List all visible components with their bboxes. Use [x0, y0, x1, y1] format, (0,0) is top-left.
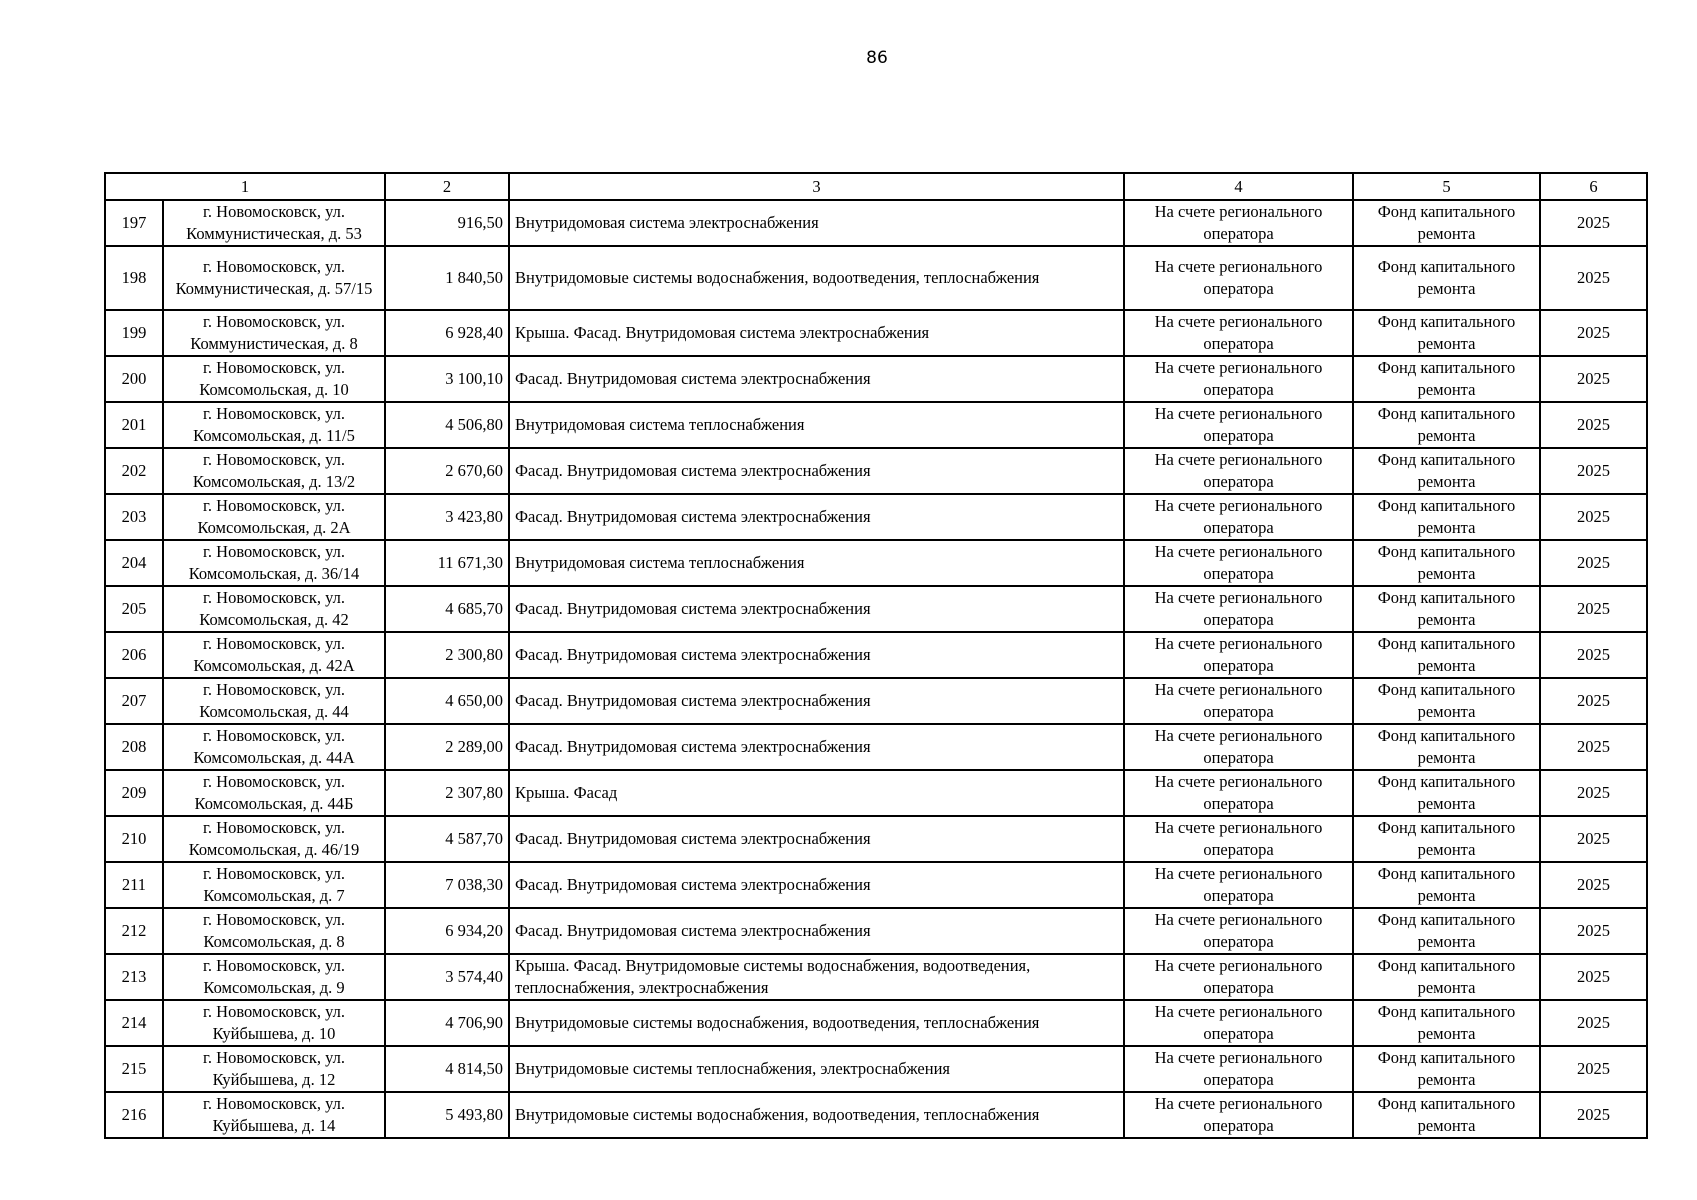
funding-source-cell: Фонд капитального ремонта — [1353, 540, 1540, 586]
capital-repair-table — [104, 172, 1648, 1139]
house-address-cell: г. Новомосковск, ул. Коммунистическая, д. 57/15 — [163, 246, 385, 310]
row-number-cell: 204 — [105, 540, 163, 586]
repair-works-cell: Фасад. Внутридомовая система электроснабжения — [509, 494, 1124, 540]
total-area-cell: 3 100,10 — [385, 356, 509, 402]
house-address-cell: г. Новомосковск, ул. Комсомольская, д. 8 — [163, 908, 385, 954]
repair-works-cell: Фасад. Внутридомовая система электроснабжения — [509, 448, 1124, 494]
house-address-cell: г. Новомосковск, ул. Куйбышева, д. 14 — [163, 1092, 385, 1138]
total-area-cell: 1 840,50 — [385, 246, 509, 310]
planned-year-cell: 2025 — [1540, 678, 1647, 724]
total-area-cell: 2 670,60 — [385, 448, 509, 494]
funding-source-cell: Фонд капитального ремонта — [1353, 908, 1540, 954]
fund-formation-method-cell: На счете регионального оператора — [1124, 310, 1353, 356]
page-number: 86 — [866, 48, 888, 68]
table-row — [105, 678, 1647, 724]
fund-formation-method-cell: На счете регионального оператора — [1124, 540, 1353, 586]
row-number-cell: 208 — [105, 724, 163, 770]
house-address-cell: г. Новомосковск, ул. Комсомольская, д. 36/14 — [163, 540, 385, 586]
house-address-cell: г. Новомосковск, ул. Комсомольская, д. 9 — [163, 954, 385, 1000]
column-number-header-row — [105, 173, 1647, 200]
funding-source-cell: Фонд капитального ремонта — [1353, 954, 1540, 1000]
planned-year-cell: 2025 — [1540, 862, 1647, 908]
total-area-cell: 4 650,00 — [385, 678, 509, 724]
fund-formation-method-cell: На счете регионального оператора — [1124, 586, 1353, 632]
funding-source-cell: Фонд капитального ремонта — [1353, 586, 1540, 632]
column-header-2: 2 — [385, 173, 509, 200]
total-area-cell: 4 706,90 — [385, 1000, 509, 1046]
fund-formation-method-cell: На счете регионального оператора — [1124, 908, 1353, 954]
repair-works-cell: Внутридомовая система теплоснабжения — [509, 540, 1124, 586]
row-number-cell: 203 — [105, 494, 163, 540]
row-number-cell: 209 — [105, 770, 163, 816]
house-address-cell: г. Новомосковск, ул. Комсомольская, д. 44 — [163, 678, 385, 724]
table-row — [105, 246, 1647, 310]
fund-formation-method-cell: На счете регионального оператора — [1124, 632, 1353, 678]
repair-works-cell: Внутридомовые системы водоснабжения, водоотведения, теплоснабжения — [509, 1092, 1124, 1138]
fund-formation-method-cell: На счете регионального оператора — [1124, 678, 1353, 724]
funding-source-cell: Фонд капитального ремонта — [1353, 448, 1540, 494]
row-number-cell: 211 — [105, 862, 163, 908]
table-row — [105, 402, 1647, 448]
table-row — [105, 356, 1647, 402]
house-address-cell: г. Новомосковск, ул. Комсомольская, д. 7 — [163, 862, 385, 908]
row-number-cell: 199 — [105, 310, 163, 356]
planned-year-cell: 2025 — [1540, 632, 1647, 678]
column-header-5: 5 — [1353, 173, 1540, 200]
repair-works-cell: Крыша. Фасад. Внутридомовая система электроснабжения — [509, 310, 1124, 356]
planned-year-cell: 2025 — [1540, 402, 1647, 448]
planned-year-cell: 2025 — [1540, 908, 1647, 954]
planned-year-cell: 2025 — [1540, 494, 1647, 540]
table-row — [105, 200, 1647, 246]
repair-works-cell: Внутридомовые системы водоснабжения, водоотведения, теплоснабжения — [509, 246, 1124, 310]
repair-works-cell: Фасад. Внутридомовая система электроснабжения — [509, 908, 1124, 954]
row-number-cell: 212 — [105, 908, 163, 954]
total-area-cell: 6 928,40 — [385, 310, 509, 356]
fund-formation-method-cell: На счете регионального оператора — [1124, 862, 1353, 908]
house-address-cell: г. Новомосковск, ул. Комсомольская, д. 13/2 — [163, 448, 385, 494]
planned-year-cell: 2025 — [1540, 540, 1647, 586]
repair-works-cell: Внутридомовые системы водоснабжения, водоотведения, теплоснабжения — [509, 1000, 1124, 1046]
table-row — [105, 954, 1647, 1000]
house-address-cell: г. Новомосковск, ул. Комсомольская, д. 11/5 — [163, 402, 385, 448]
row-number-cell: 201 — [105, 402, 163, 448]
total-area-cell: 4 587,70 — [385, 816, 509, 862]
total-area-cell: 6 934,20 — [385, 908, 509, 954]
funding-source-cell: Фонд капитального ремонта — [1353, 678, 1540, 724]
funding-source-cell: Фонд капитального ремонта — [1353, 632, 1540, 678]
total-area-cell: 916,50 — [385, 200, 509, 246]
house-address-cell: г. Новомосковск, ул. Комсомольская, д. 44Б — [163, 770, 385, 816]
fund-formation-method-cell: На счете регионального оператора — [1124, 356, 1353, 402]
row-number-cell: 200 — [105, 356, 163, 402]
row-number-cell: 197 — [105, 200, 163, 246]
total-area-cell: 4 685,70 — [385, 586, 509, 632]
planned-year-cell: 2025 — [1540, 310, 1647, 356]
fund-formation-method-cell: На счете регионального оператора — [1124, 200, 1353, 246]
planned-year-cell: 2025 — [1540, 586, 1647, 632]
table-row — [105, 724, 1647, 770]
table-row — [105, 862, 1647, 908]
row-number-cell: 216 — [105, 1092, 163, 1138]
row-number-cell: 205 — [105, 586, 163, 632]
fund-formation-method-cell: На счете регионального оператора — [1124, 1000, 1353, 1046]
repair-works-cell: Фасад. Внутридомовая система электроснабжения — [509, 816, 1124, 862]
house-address-cell: г. Новомосковск, ул. Куйбышева, д. 10 — [163, 1000, 385, 1046]
column-header-4: 4 — [1124, 173, 1353, 200]
table-row — [105, 310, 1647, 356]
table-row — [105, 494, 1647, 540]
fund-formation-method-cell: На счете регионального оператора — [1124, 954, 1353, 1000]
funding-source-cell: Фонд капитального ремонта — [1353, 1046, 1540, 1092]
repair-works-cell: Фасад. Внутридомовая система электроснабжения — [509, 632, 1124, 678]
repair-works-cell: Крыша. Фасад — [509, 770, 1124, 816]
funding-source-cell: Фонд капитального ремонта — [1353, 770, 1540, 816]
fund-formation-method-cell: На счете регионального оператора — [1124, 246, 1353, 310]
fund-formation-method-cell: На счете регионального оператора — [1124, 448, 1353, 494]
funding-source-cell: Фонд капитального ремонта — [1353, 310, 1540, 356]
funding-source-cell: Фонд капитального ремонта — [1353, 494, 1540, 540]
funding-source-cell: Фонд капитального ремонта — [1353, 724, 1540, 770]
total-area-cell: 2 307,80 — [385, 770, 509, 816]
planned-year-cell: 2025 — [1540, 246, 1647, 310]
table-body — [105, 200, 1647, 1138]
house-address-cell: г. Новомосковск, ул. Комсомольская, д. 42А — [163, 632, 385, 678]
fund-formation-method-cell: На счете регионального оператора — [1124, 494, 1353, 540]
repair-works-cell: Внутридомовые системы теплоснабжения, электроснабжения — [509, 1046, 1124, 1092]
row-number-cell: 198 — [105, 246, 163, 310]
house-address-cell: г. Новомосковск, ул. Комсомольская, д. 46/19 — [163, 816, 385, 862]
fund-formation-method-cell: На счете регионального оператора — [1124, 402, 1353, 448]
planned-year-cell: 2025 — [1540, 1092, 1647, 1138]
repair-works-cell: Внутридомовая система теплоснабжения — [509, 402, 1124, 448]
house-address-cell: г. Новомосковск, ул. Коммунистическая, д. 8 — [163, 310, 385, 356]
planned-year-cell: 2025 — [1540, 356, 1647, 402]
planned-year-cell: 2025 — [1540, 200, 1647, 246]
fund-formation-method-cell: На счете регионального оператора — [1124, 1046, 1353, 1092]
total-area-cell: 7 038,30 — [385, 862, 509, 908]
table-row — [105, 770, 1647, 816]
table-row — [105, 448, 1647, 494]
fund-formation-method-cell: На счете регионального оператора — [1124, 1092, 1353, 1138]
repair-works-cell: Фасад. Внутридомовая система электроснабжения — [509, 356, 1124, 402]
total-area-cell: 4 506,80 — [385, 402, 509, 448]
funding-source-cell: Фонд капитального ремонта — [1353, 402, 1540, 448]
repair-works-cell: Фасад. Внутридомовая система электроснабжения — [509, 724, 1124, 770]
funding-source-cell: Фонд капитального ремонта — [1353, 356, 1540, 402]
row-number-cell: 202 — [105, 448, 163, 494]
repair-works-cell: Крыша. Фасад. Внутридомовые системы водоснабжения, водоотведения, теплоснабжения, электроснабжения — [509, 954, 1124, 1000]
funding-source-cell: Фонд капитального ремонта — [1353, 816, 1540, 862]
house-address-cell: г. Новомосковск, ул. Комсомольская, д. 10 — [163, 356, 385, 402]
row-number-cell: 210 — [105, 816, 163, 862]
fund-formation-method-cell: На счете регионального оператора — [1124, 816, 1353, 862]
column-header-3: 3 — [509, 173, 1124, 200]
funding-source-cell: Фонд капитального ремонта — [1353, 200, 1540, 246]
table-row — [105, 908, 1647, 954]
planned-year-cell: 2025 — [1540, 1046, 1647, 1092]
funding-source-cell: Фонд капитального ремонта — [1353, 1000, 1540, 1046]
house-address-cell: г. Новомосковск, ул. Комсомольская, д. 44А — [163, 724, 385, 770]
table-row — [105, 586, 1647, 632]
row-number-cell: 214 — [105, 1000, 163, 1046]
row-number-cell: 215 — [105, 1046, 163, 1092]
total-area-cell: 3 423,80 — [385, 494, 509, 540]
funding-source-cell: Фонд капитального ремонта — [1353, 862, 1540, 908]
total-area-cell: 5 493,80 — [385, 1092, 509, 1138]
table-row — [105, 1046, 1647, 1092]
column-header-6: 6 — [1540, 173, 1647, 200]
repair-works-cell: Фасад. Внутридомовая система электроснабжения — [509, 586, 1124, 632]
planned-year-cell: 2025 — [1540, 954, 1647, 1000]
planned-year-cell: 2025 — [1540, 1000, 1647, 1046]
house-address-cell: г. Новомосковск, ул. Комсомольская, д. 2А — [163, 494, 385, 540]
total-area-cell: 4 814,50 — [385, 1046, 509, 1092]
table-row — [105, 632, 1647, 678]
funding-source-cell: Фонд капитального ремонта — [1353, 1092, 1540, 1138]
fund-formation-method-cell: На счете регионального оператора — [1124, 770, 1353, 816]
total-area-cell: 11 671,30 — [385, 540, 509, 586]
row-number-cell: 206 — [105, 632, 163, 678]
planned-year-cell: 2025 — [1540, 448, 1647, 494]
repair-works-cell: Фасад. Внутридомовая система электроснабжения — [509, 678, 1124, 724]
table-row — [105, 540, 1647, 586]
table-row — [105, 1092, 1647, 1138]
repair-works-cell: Внутридомовая система электроснабжения — [509, 200, 1124, 246]
total-area-cell: 2 289,00 — [385, 724, 509, 770]
column-header-1: 1 — [105, 173, 385, 200]
planned-year-cell: 2025 — [1540, 770, 1647, 816]
house-address-cell: г. Новомосковск, ул. Коммунистическая, д. 53 — [163, 200, 385, 246]
table-row — [105, 816, 1647, 862]
repair-works-cell: Фасад. Внутридомовая система электроснабжения — [509, 862, 1124, 908]
fund-formation-method-cell: На счете регионального оператора — [1124, 724, 1353, 770]
planned-year-cell: 2025 — [1540, 724, 1647, 770]
funding-source-cell: Фонд капитального ремонта — [1353, 246, 1540, 310]
house-address-cell: г. Новомосковск, ул. Комсомольская, д. 42 — [163, 586, 385, 632]
total-area-cell: 3 574,40 — [385, 954, 509, 1000]
total-area-cell: 2 300,80 — [385, 632, 509, 678]
house-address-cell: г. Новомосковск, ул. Куйбышева, д. 12 — [163, 1046, 385, 1092]
row-number-cell: 213 — [105, 954, 163, 1000]
row-number-cell: 207 — [105, 678, 163, 724]
table-row — [105, 1000, 1647, 1046]
planned-year-cell: 2025 — [1540, 816, 1647, 862]
